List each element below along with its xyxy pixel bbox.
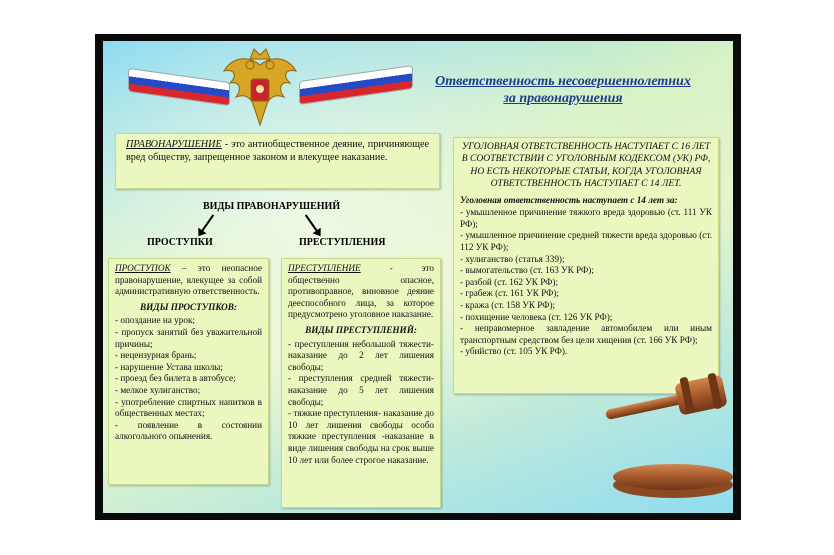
gavel-icon	[595, 373, 733, 503]
crime-box	[281, 258, 441, 508]
arrow-right-icon	[305, 214, 319, 233]
definition-box	[115, 133, 440, 189]
definition-term: ПРАВОНАРУШЕНИЕ	[126, 139, 222, 150]
flag-ribbon-right-icon	[299, 65, 413, 105]
title-line-1: Ответственность несовершеннолетних	[435, 74, 691, 89]
list-item: - проезд без билета в автобусе;	[115, 373, 236, 384]
misdemeanor-list-title: ВИДЫ ПРОСТУПКОВ:	[140, 301, 237, 312]
title-line-2: за правонарушения	[503, 91, 623, 106]
criminal-liability-subheading: Уголовная ответственность наступает с 14 лет за:	[460, 194, 678, 205]
poster-title	[403, 73, 723, 107]
list-item: - хулиганство (статья 339);	[460, 253, 565, 264]
list-item: - неправомерное завладение автомобилем или иным транспортным средством без цели хищения (ст. 166 УК РФ);	[460, 323, 712, 345]
criminal-liability-heading: УГОЛОВНАЯ ОТВЕТСТВЕННОСТЬ НАСТУПАЕТ С 16 ЛЕТ В СООТВЕТСТВИИ С УГОЛОВНЫМ КОДЕКСОМ (УК) РФ, НО ЕСТЬ НЕКОТОРЫЕ СТАТЬИ, КОГДА УГОЛОВНАЯ ОТВЕТСТВЕННОСТЬ НАСТУПАЕТ С 14 ЛЕТ.	[461, 141, 711, 190]
list-item: - кража (ст. 158 УК РФ);	[460, 299, 556, 310]
types-title: ВИДЫ ПРАВОНАРУШЕНИЙ	[203, 201, 341, 212]
coat-of-arms-icon	[220, 45, 300, 133]
list-item: - мелкое хулиганство;	[115, 384, 201, 395]
flag-ribbon-left-icon	[128, 68, 230, 106]
definition-text: - это антиобщественное деяние, причиняющее вред обществу, запрещенное законом и влекущее наказание.	[126, 139, 429, 163]
crime-definition: - это общественно опасное, противоправное, виновное деяние дееспособного лица, за которое предусмотрено уголовное наказание.	[288, 263, 434, 320]
list-item: - появление в состоянии алкогольного опьянения.	[115, 419, 262, 442]
arrow-left-icon	[200, 214, 214, 233]
list-item: - преступления небольшой тяжести- наказание до 2 лет лишения свободы;	[288, 338, 434, 372]
poster	[103, 41, 733, 513]
list-item: - разбой (ст. 162 УК РФ);	[460, 276, 559, 287]
misdemeanor-term: ПРОСТУПОК	[115, 263, 171, 273]
misdemeanor-definition: – это неопасное правонарушение, влекущее за собой административную ответственность.	[115, 263, 262, 297]
crimes-heading: ПРЕСТУПЛЕНИЯ	[299, 237, 386, 248]
list-item: - тяжкие преступления- наказание до 10 лет лишения свободы особо тяжкие преступления -наказание в виде лишения свободы на срок выше 10 лет или более строгое наказание.	[288, 408, 434, 465]
list-item: - умышленное причинение тяжкого вреда здоровью (ст. 111 УК РФ);	[460, 207, 712, 229]
list-item: - умышленное причинение средней тяжести вреда здоровью (ст. 112 УК РФ);	[460, 230, 712, 252]
list-item: - похищение человека (ст. 126 УК РФ);	[460, 311, 613, 322]
list-item: - нецензурная брань;	[115, 350, 197, 361]
list-item: - употребление спиртных напитков в общественных местах;	[115, 396, 262, 419]
criminal-liability-box	[453, 137, 719, 394]
crime-list-title: ВИДЫ ПРЕСТУПЛЕНИЙ:	[305, 324, 417, 335]
list-item: - опоздание на урок;	[115, 315, 195, 326]
list-item: - вымогательство (ст. 163 УК РФ);	[460, 265, 594, 276]
list-item: - убийство (ст. 105 УК РФ).	[460, 346, 568, 357]
crime-term: ПРЕСТУПЛЕНИЕ	[288, 263, 361, 273]
list-item: - преступления средней тяжести-наказание до 5 лет лишения свободы;	[288, 373, 434, 407]
list-item: - пропуск занятий без уважительной причины;	[115, 326, 262, 349]
list-item: - грабеж (ст. 161 УК РФ);	[460, 288, 559, 299]
list-item: - нарушение Устава школы;	[115, 361, 223, 372]
misdemeanor-box	[108, 258, 269, 485]
misdemeanors-heading: ПРОСТУПКИ	[147, 237, 213, 248]
